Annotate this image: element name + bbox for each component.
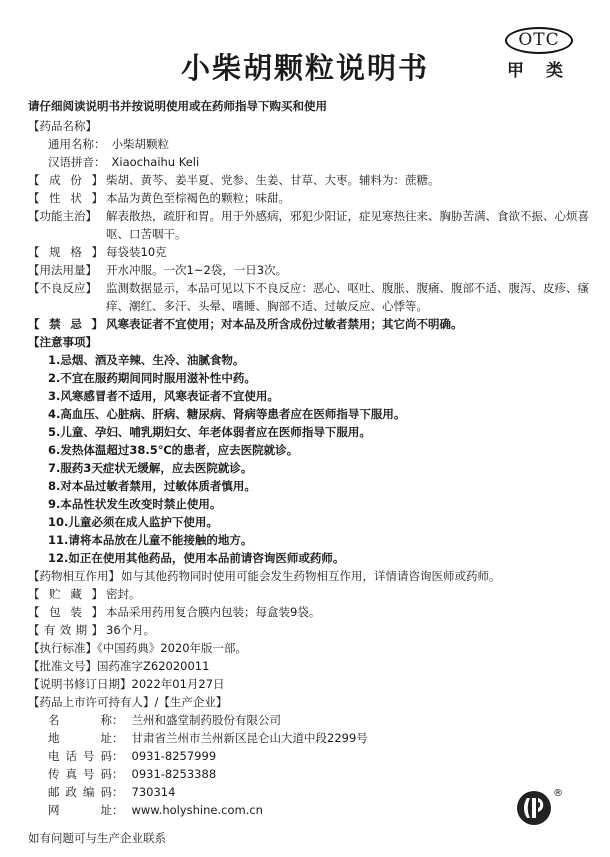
list-item: 8.对本品过敏者禁用，过敏体质者慎用。: [48, 479, 256, 493]
list-item: 5.儿童、孕妇、哺乳期妇女、年老体弱者应在医师指导下服用。: [48, 425, 371, 439]
pinyin-value: Xiaochaihu Keli: [111, 155, 200, 169]
adverse-reactions-value: 监测数据显示，本品可见以下不良反应：恶心、呕吐、腹胀、腹痛、腹部不适、腹泻、皮疹、瘙痒、潮红、多汗、头晕、嗜睡、胸部不适、过敏反应、心悸等。: [106, 281, 589, 313]
manufacturer-address-row: 地址： 甘肃省兰州市兰州新区昆仑山大道中段2299号: [48, 731, 368, 745]
precautions-list: [28, 351, 594, 567]
standard-row: [28, 639, 594, 657]
specification-value: 每袋装10克: [106, 245, 167, 259]
list-item: 1.忌烟、酒及辛辣、生冷、油腻食物。: [48, 353, 245, 367]
company-logo-icon: [516, 790, 552, 826]
interactions-value: 如与其他药物同时使用可能会发生药物相互作用，详情请咨询医师或药师。: [121, 569, 501, 583]
composition-row: [28, 171, 594, 189]
manufacturer-website-value: www.holyshine.com.cn: [131, 803, 263, 817]
indications-value: 解表散热，疏肝和胃。用于外感病，邪犯少阳证，症见寒热往来、胸胁苦满、食欲不振、心烦喜呕、口苦咽干。: [106, 209, 589, 241]
registered-mark: ®: [553, 788, 563, 799]
properties-row: [28, 189, 594, 207]
manufacturer-name-row: 名称： 兰州和盛堂制药股份有限公司: [48, 713, 281, 727]
manufacturer-phone-key: 电话号码: [48, 749, 112, 763]
usage-warning: 请仔细阅读说明书并按说明使用或在药师指导下购买和使用: [28, 99, 327, 113]
dosage-row: [28, 261, 594, 279]
interactions-row: [28, 567, 594, 585]
manufacturer-address-key: 地址: [48, 731, 112, 745]
precautions-section-header: 【注意事项】: [28, 335, 97, 349]
indications-label: 【功能主治】: [28, 209, 97, 223]
contraindications-label: 【 禁 忌 】: [28, 317, 103, 331]
revision-label: 【说明书修订日期】: [28, 677, 132, 691]
page-title: 小柴胡颗粒说明书: [180, 51, 429, 85]
specification-label: 【 规 格 】: [28, 245, 103, 259]
contraindications-row: [28, 315, 594, 333]
otc-category: 甲 类: [507, 61, 571, 81]
validity-label: 【 有 效 期 】: [28, 623, 103, 637]
contact-note: 如有问题可与生产企业联系: [28, 831, 166, 845]
standard-value: 《中国药典》2020年版一部。: [97, 641, 248, 655]
approval-label: 【批准文号】: [28, 659, 97, 673]
indications-row: [28, 207, 594, 243]
storage-row: [28, 585, 594, 603]
package-row: [28, 603, 594, 621]
manufacturer-postcode-row: 邮政编码： 730314: [48, 785, 176, 799]
interactions-label: 【药物相互作用】: [28, 569, 120, 583]
manufacturer-fax-key: 传真号码: [48, 767, 112, 781]
adverse-reactions-label: 【不良反应】: [28, 281, 97, 295]
package-value: 本品采用药用复合膜内包装；每盒装9袋。: [106, 605, 321, 619]
common-name-label: 通用名称：: [48, 137, 106, 151]
manufacturer-fax-value: 0931-8253388: [131, 767, 217, 781]
drug-name-section-header: 【药品名称】: [28, 119, 97, 133]
adverse-reactions-row: [28, 279, 594, 315]
revision-row: [28, 675, 594, 693]
list-item: 7.服药3天症状无缓解，应去医院就诊。: [48, 461, 253, 475]
properties-label: 【 性 状 】: [28, 191, 103, 205]
storage-value: 密封。: [106, 587, 141, 601]
list-item: 11.请将本品放在儿童不能接触的地方。: [48, 533, 253, 547]
list-item: 10.儿童必须在成人监护下使用。: [48, 515, 218, 529]
validity-row: [28, 621, 594, 639]
otc-badge: OTC: [505, 27, 573, 54]
dosage-label: 【用法用量】: [28, 263, 97, 277]
manufacturer-phone-value: 0931-8257999: [131, 749, 217, 763]
specification-row: [28, 243, 594, 261]
dosage-value: 开水冲服。一次1~2袋，一日3次。: [106, 263, 288, 277]
package-label: 【 包 装 】: [28, 605, 103, 619]
pinyin-row: [28, 153, 594, 171]
list-item: 9.本品性状发生改变时禁止使用。: [48, 497, 222, 511]
manufacturer-postcode-key: 邮政编码: [48, 785, 112, 799]
list-item: 6.发热体温超过38.5℃的患者，应去医院就诊。: [48, 443, 299, 457]
revision-value: 2022年01月27日: [131, 677, 225, 691]
common-name-row: [28, 135, 594, 153]
manufacturer-website-row: 网址： www.holyshine.com.cn: [48, 803, 263, 817]
composition-value: 柴胡、黄芩、姜半夏、党参、生姜、甘草、大枣。辅料为：蔗糖。: [106, 173, 440, 187]
manufacturer-name-key: 名称: [48, 713, 112, 727]
holder-header: 【药品上市许可持有人】/【生产企业】: [28, 695, 228, 709]
list-item: 4.高血压、心脏病、肝病、糖尿病、肾病等患者应在医师指导下服用。: [48, 407, 406, 421]
list-item: 12.如正在使用其他药品，使用本品前请咨询医师或药师。: [48, 551, 345, 565]
list-item: 3.风寒感冒者不适用，风寒表证者不宜使用。: [48, 389, 279, 403]
manufacturer-website-key: 网址: [48, 803, 112, 817]
approval-row: [28, 657, 594, 675]
list-item: 2.不宜在服药期间同时服用滋补性中药。: [48, 371, 256, 385]
common-name-value: 小柴胡颗粒: [111, 137, 169, 151]
instructions-body: [28, 97, 594, 819]
storage-label: 【 贮 藏 】: [28, 587, 103, 601]
composition-label: 【 成 份 】: [28, 173, 103, 187]
approval-value: 国药准字Z62020011: [97, 659, 210, 673]
manufacturer-address-value: 甘肃省兰州市兰州新区昆仑山大道中段2299号: [131, 731, 368, 745]
properties-value: 本品为黄色至棕褐色的颗粒；味甜。: [106, 191, 290, 205]
standard-label: 【执行标准】: [28, 641, 97, 655]
validity-value: 36个月。: [106, 623, 156, 637]
contraindications-value: 风寒表证者不宜使用；对本品及所含成份过敏者禁用；其它尚不明确。: [106, 317, 463, 331]
manufacturer-fax-row: 传真号码： 0931-8253388: [48, 767, 217, 781]
manufacturer-phone-row: 电话号码： 0931-8257999: [48, 749, 217, 763]
pinyin-label: 汉语拼音：: [48, 155, 106, 169]
manufacturer-name-value: 兰州和盛堂制药股份有限公司: [131, 713, 281, 727]
manufacturer-postcode-value: 730314: [131, 785, 176, 799]
